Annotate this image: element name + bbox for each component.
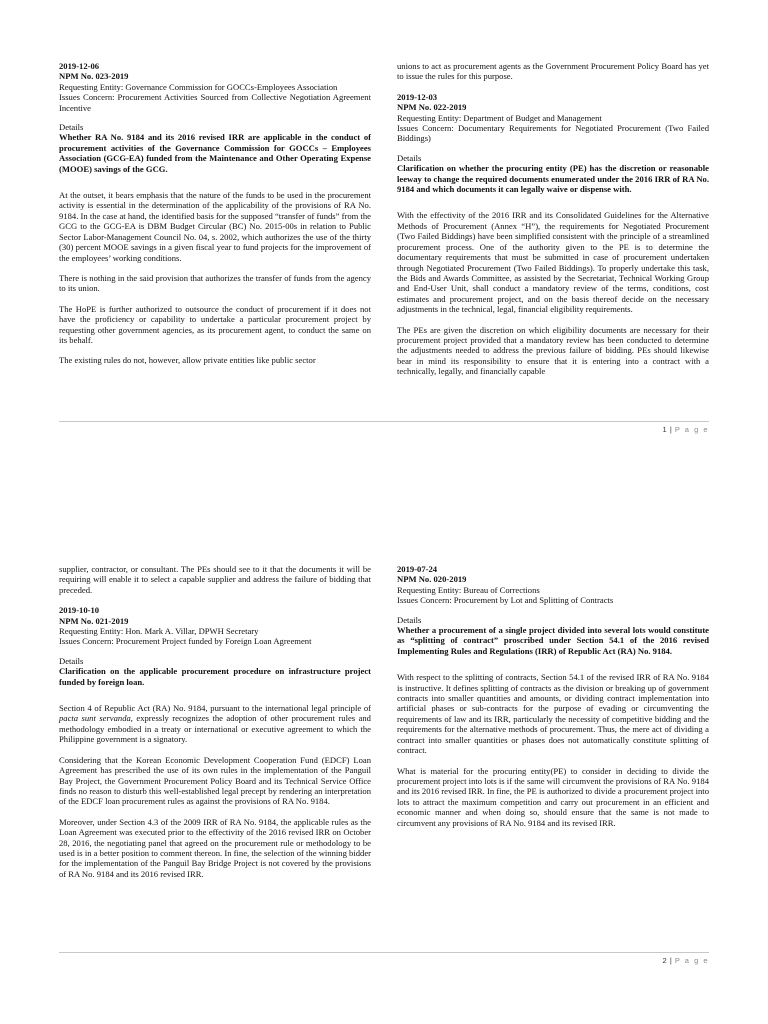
page-2 bbox=[0, 512, 768, 1024]
issues-concern: Issues Concern: Procurement by Lot and Splitting of Contracts bbox=[397, 595, 614, 606]
issues-concern: Issues Concern: Procurement Project funded by Foreign Loan Agreement bbox=[59, 636, 312, 647]
entry-date: 2019-07-24 bbox=[397, 564, 438, 574]
paragraph-text: , expressly recognizes the adoption of other procurement rules and methodology embodied in a treaty or international or executive agreement to which the Philippine government is a signatory. bbox=[59, 713, 371, 745]
footer-rule bbox=[59, 421, 709, 422]
continuation-text: supplier, contractor, or consultant. The PEs should see to it that the documents it will be requiring will enable it to select a capable supplier and address the failure of bidding that preceded. bbox=[59, 564, 371, 595]
entry-date: 2019-10-10 bbox=[59, 605, 100, 616]
npm-number: NPM No. 021-2019 bbox=[59, 615, 129, 626]
page-label: P a g e bbox=[674, 956, 709, 965]
entry-date: 2019-12-06 bbox=[59, 61, 100, 71]
details-label: Details bbox=[59, 122, 84, 133]
paragraph: There is nothing in the said provision that authorizes the transfer of funds from the agency to its union. bbox=[59, 272, 371, 294]
issues-concern: Issues Concern: Documentary Requirements for Negotiated Procurement (Two Failed Biddings) bbox=[397, 123, 709, 144]
npm-entry bbox=[59, 61, 371, 366]
paragraph: At the outset, it bears emphasis that the nature of the funds to be used in the procurement activity is essential in the determination of the applicability of the provisions of RA No. 9184. In the case at hand, the identified basis for the supposed “transfer of funds” from the GCG to the GCG-EA is DBM Budget Circular (BC) No. 2015-00s in relation to Public Sector Labor-Management Council No. 04, s. 2002, which authorizes the use of the thirty (30) percent MOOE savings in a given fiscal year to fund projects for the improvement of the employees’ working conditions. bbox=[59, 190, 371, 263]
issues-concern: Issues Concern: Procurement Activities Sourced from Collective Negotiation Agreement Incentive bbox=[59, 92, 371, 113]
page-1 bbox=[0, 0, 768, 500]
continuation-text: unions to act as procurement agents as the Government Procurement Policy Board has yet to issue the rules for this purpose. bbox=[397, 61, 709, 82]
npm-number: NPM No. 023-2019 bbox=[59, 71, 129, 82]
npm-number: NPM No. 022-2019 bbox=[397, 102, 467, 113]
right-column bbox=[397, 61, 709, 389]
page-number bbox=[663, 425, 709, 434]
npm-entry bbox=[397, 564, 709, 828]
paragraph: The HoPE is further authorized to outsource the conduct of procurement if it does not have the proficiency or capability to undertake a particular procurement project by requesting other government agencies, as its procurement agent, to conduct the same on its behalf. bbox=[59, 303, 371, 345]
paragraph: Moreover, under Section 4.3 of the 2009 IRR of RA No. 9184, the applicable rules as the Loan Agreement was executed prior to the effectivity of the 2016 revised IRR on October 28, 2016, the negotiating panel that agreed on the procurement rule or methodology to be used is in a better position to comment thereon. In fine, the selection of the winning bidder for the implementation of the Panguil Bay Bridge Project is not covered by the provisions of RA No. 9184 and its 2016 revised IRR. bbox=[59, 816, 371, 879]
latin-phrase: pacta sunt servanda bbox=[59, 713, 131, 724]
details-question: Clarification on whether the procuring entity (PE) has the discretion or reasonable leeway to change the required documents enumerated under the 2016 IRR of RA No. 9184 and which documents it can legally waive or dispense with. bbox=[397, 163, 709, 195]
right-column bbox=[397, 564, 709, 840]
details-question: Whether RA No. 9184 and its 2016 revised IRR are applicable in the conduct of procurement activities of the Governance Commission for GOCCs – Employees Association (GCG-EA) funded from the Maintenance and Other Operating Expense (MOOE) savings of the GCG. bbox=[59, 132, 371, 174]
paragraph: What is material for the procuring entity(PE) to consider in deciding to divide the procurement project into lots is if the same will circumvent the provisions of RA No. 9184 and its 2016 revised IRR. In fine, the PE is authorized to divide a procurement project into lots to attract the maximum competition and carry out procurement in an efficient and economic manner and when doing so, should ensure that the same is not made to circumvent any provisions of RA No. 9184 and its revised IRR. bbox=[397, 765, 709, 828]
paragraph bbox=[59, 703, 371, 745]
paragraph: With the effectivity of the 2016 IRR and its Consolidated Guidelines for the Alternative Methods of Procurement (Annex “H”), the requirements for Negotiated Procurement (Two Failed Biddings) have been simplified consistent with the principle of a streamlined procurement process. One of the authority given to the PE is to determine the documentary requirements that must be submitted in case of procurement undertaken through Negotiated Procurement (Two Failed Biddings). To properly undertake this task, the Bids and Awards Committee, as assisted by the Secretariat, Technical Working Group and End-User Unit, shall conduct a mandatory review of the terms, conditions, cost estimates and procurement project, and on the basis thereof decide on the necessary adjustments in the technical, legal, financial eligibility requirements. bbox=[397, 210, 709, 315]
page-number bbox=[663, 956, 709, 965]
paragraph: With respect to the splitting of contracts, Section 54.1 of the revised IRR of RA No. 9184 is instructive. It defines splitting of contracts as the division or breaking up of government contracts into smaller quantities and amounts, or dividing contract implementation into artificial phases or sub-contracts for the purpose of evading or circumventing the requirements of law and its IRR, particularly the necessity of competitive bidding and the requirements for the alternative methods of procurement. Thus, the mere act of dividing a contract into smaller quantities or phases does not automatically constitute splitting of contract. bbox=[397, 672, 709, 756]
npm-entry bbox=[397, 92, 709, 377]
requesting-entity: Requesting Entity: Department of Budget and Management bbox=[397, 112, 602, 123]
requesting-entity: Requesting Entity: Hon. Mark A. Villar, DPWH Secretary bbox=[59, 626, 259, 637]
npm-number: NPM No. 020-2019 bbox=[397, 574, 467, 585]
details-question: Clarification on the applicable procurement procedure on infrastructure project funded by foreign loan. bbox=[59, 666, 371, 687]
npm-entry bbox=[59, 605, 371, 879]
page-number-value: 1 bbox=[662, 425, 668, 434]
page-label: P a g e bbox=[674, 425, 709, 434]
details-label: Details bbox=[397, 152, 422, 163]
page-number-separator: | bbox=[669, 425, 673, 434]
entry-date: 2019-12-03 bbox=[397, 91, 438, 102]
paragraph-text: Section 4 of Republic Act (RA) No. 9184, pursuant to the international legal principle of bbox=[59, 703, 371, 714]
left-column bbox=[59, 61, 371, 378]
requesting-entity: Requesting Entity: Governance Commission for GOCCs-Employees Association bbox=[59, 81, 338, 92]
page-number-value: 2 bbox=[662, 956, 668, 965]
details-label: Details bbox=[397, 614, 422, 625]
requesting-entity: Requesting Entity: Bureau of Corrections bbox=[397, 584, 540, 595]
page-number-separator: | bbox=[669, 956, 673, 965]
details-question: Whether a procurement of a single project divided into several lots would constitute as “splitting of contract” proscribed under Section 54.1 of the 2016 revised Implementing Rules and Regulations (IRR) of Republic Act (RA) No. 9184. bbox=[397, 625, 709, 656]
paragraph: Considering that the Korean Economic Development Cooperation Fund (EDCF) Loan Agreement has prescribed the use of its own rules in the implementation of the Panguil Bay Project, the Government Procurement Policy Board and its Technical Service Office finds no reason to disturb this well-established legal precept by rendering an interpretation of the EDCF loan procurement rules as against the provisions of RA No. 9184. bbox=[59, 754, 371, 807]
left-column bbox=[59, 564, 371, 891]
details-label: Details bbox=[59, 655, 84, 666]
paragraph: The existing rules do not, however, allow private entities like public sector bbox=[59, 355, 316, 366]
footer-rule bbox=[59, 952, 709, 953]
paragraph: The PEs are given the discretion on which eligibility documents are necessary for their procurement project provided that a mandatory review has been conducted to determine the adjustments needed to address the previous failure of bidding. PEs should likewise bear in mind its responsibility to ensure that it is entering into a contract with a technically, legally, and financially capable bbox=[397, 324, 709, 377]
